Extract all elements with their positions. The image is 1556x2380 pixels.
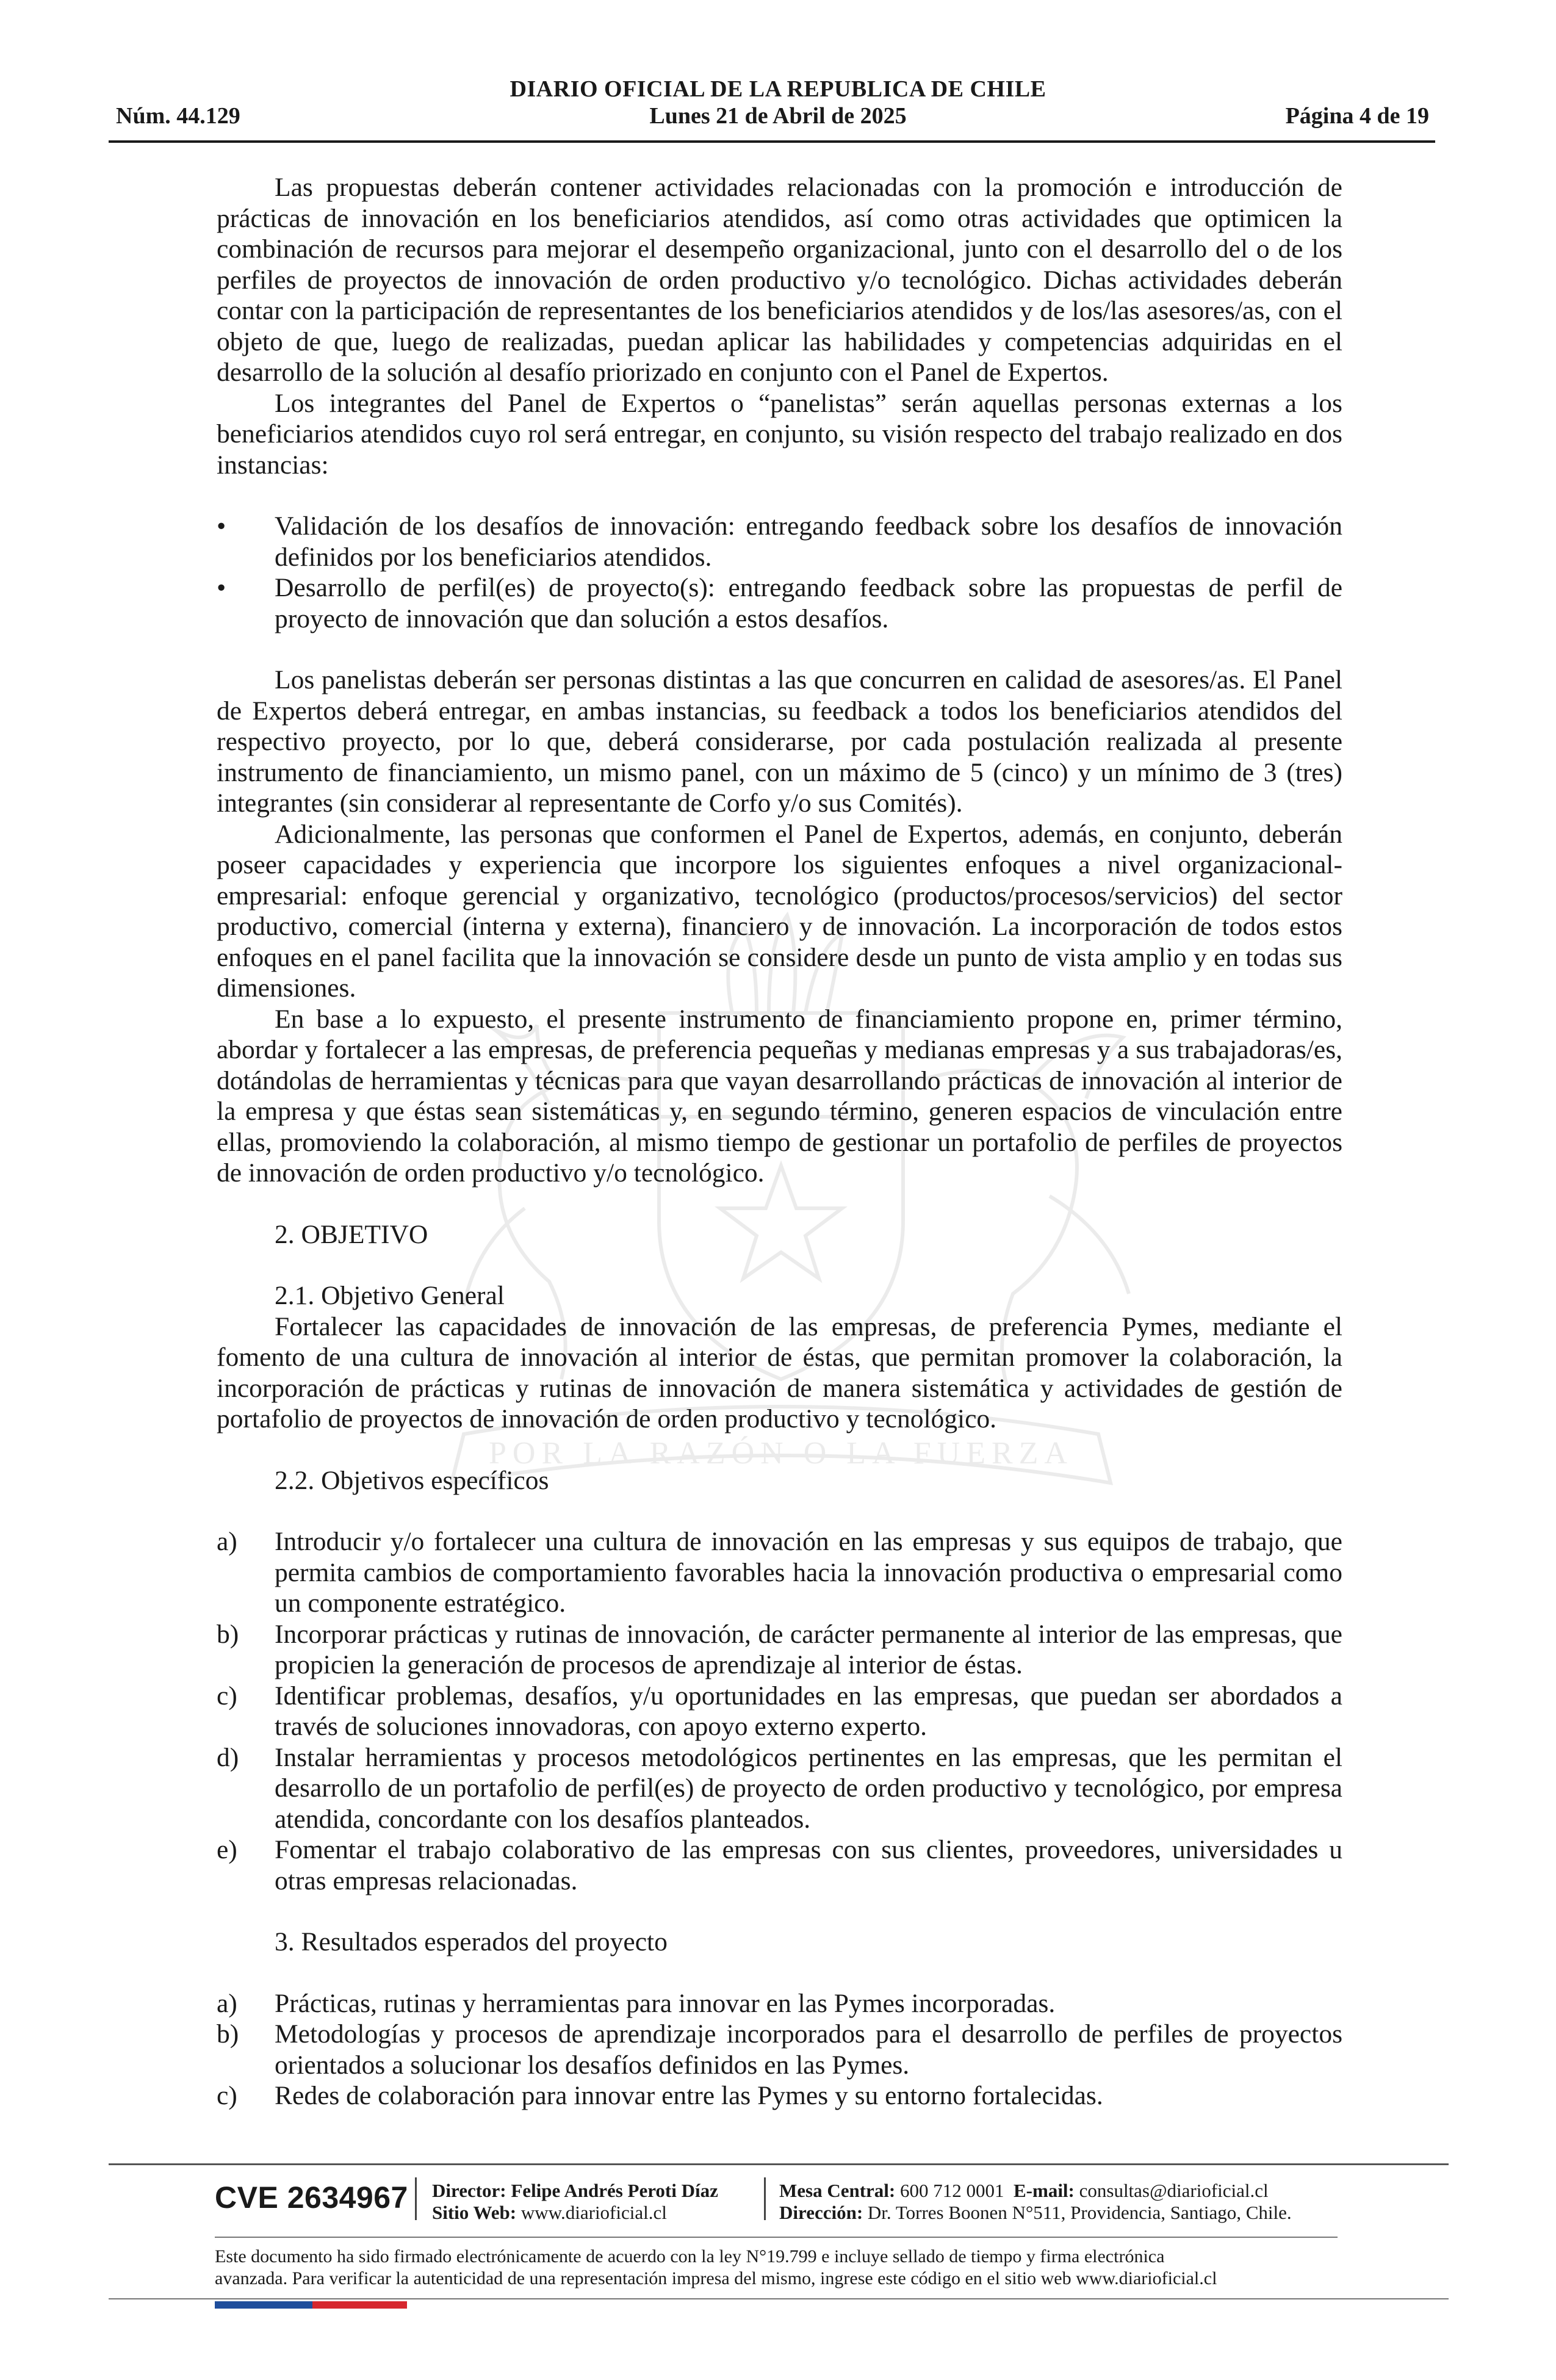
list-marker: a): [217, 1988, 237, 2018]
legal-line-2: avanzada. Para verificar la autenticidad de una representación impresa del mismo, ingrese este código en el sitio web www.diarioficial.cl: [215, 2268, 1217, 2288]
list-marker: b): [217, 1619, 239, 1649]
legal-line-1: Este documento ha sido firmado electrónicamente de acuerdo con la ley N°19.799 e incluye sellado de tiempo y firma electrónica: [215, 2246, 1165, 2266]
list-item-text: Introducir y/o fortalecer una cultura de innovación en las empresas y sus equipos de trabajo, que permita cambios de comportamiento favorables hacia la innovación productiva o empresarial como un componente estratégico.: [275, 1527, 1342, 1618]
email-label: E-mail:: [1014, 2180, 1075, 2201]
mesa-central-label: Mesa Central:: [779, 2180, 896, 2201]
footer-legal-notice: [215, 2246, 1374, 2290]
paragraph-propuestas: Las propuestas deberán contener actividades relacionadas con la promoción e introducción de prácticas de innovación en los beneficiarios atendidos, así como otras actividades que optimicen la combinación de recursos para mejorar el desempeño organizacional, junto con el desarrollo del o de los perfiles de proyectos de innovación de orden productivo y/o tecnológico. Dichas actividades deberán contar con la participación de representantes de los beneficiarios atendidos y de los/las asesores/as, con el objeto de que, luego de realizadas, puedan aplicar las habilidades y competencias adquiridas en el desarrollo de la solución al desafío priorizado en conjunto con el Panel de Expertos.: [217, 173, 1342, 387]
header-divider: [109, 140, 1435, 143]
list-item: [217, 572, 1342, 634]
paragraph-panelistas: Los integrantes del Panel de Expertos o “panelistas” serán aquellas personas externas a los beneficiarios atendidos cuyo rol será entregar, en conjunto, su visión respecto del trabajo realizado en dos instancias:: [217, 388, 1342, 480]
list-item: [217, 511, 1342, 572]
mesa-central-phone: 600 712 0001: [900, 2180, 1004, 2201]
list-item: [217, 2019, 1342, 2080]
heading-objetivo: 2. OBJETIVO: [275, 1219, 428, 1249]
list-marker: a): [217, 1527, 237, 1556]
list-item: [217, 1988, 1342, 2019]
list-item-text: Redes de colaboración para innovar entre las Pymes y su entorno fortalecidas.: [275, 2081, 1103, 2110]
website-link[interactable]: www.diarioficial.cl: [520, 2202, 667, 2223]
list-item: [217, 1526, 1342, 1619]
issue-date: Lunes 21 de Abril de 2025: [649, 103, 907, 129]
director-name: Felipe Andrés Peroti Díaz: [511, 2180, 718, 2201]
footer-divider-top: [109, 2163, 1449, 2165]
footer-divider-bottom: [109, 2298, 1449, 2299]
email-link[interactable]: consultas@diarioficial.cl: [1079, 2180, 1269, 2201]
heading-resultados-esperados: 3. Resultados esperados del proyecto: [275, 1927, 668, 1956]
heading-objetivo-general: 2.1. Objetivo General: [275, 1281, 505, 1310]
bullet-marker: •: [217, 573, 226, 602]
heading-objetivos-especificos: 2.2. Objetivos específicos: [275, 1465, 549, 1495]
list-marker: c): [217, 1681, 237, 1711]
paragraph-panel-composition: Los panelistas deberán ser personas distintas a las que concurren en calidad de asesores/as. El Panel de Expertos deberá entregar, en ambas instancias, su feedback a todos los beneficiarios atendidos del respectivo proyecto, por lo que, deberá considerarse, por cada postulación realizada al presente instrumento de financiamiento, un mismo panel, con un máximo de 5 (cinco) y un mínimo de 3 (tres) integrantes (sin considerar al representante de Corfo y/o sus Comités).: [217, 665, 1342, 818]
website-label: Sitio Web:: [432, 2202, 517, 2223]
flag-stripe-blue: [215, 2301, 312, 2309]
watermark-motto: POR LA RAZÓN O LA FUERZA: [489, 1436, 1073, 1471]
footer-contact-block: [779, 2180, 1292, 2224]
list-item: [217, 1681, 1342, 1742]
list-item-text: Metodologías y procesos de aprendizaje incorporados para el desarrollo de perfiles de proyectos orientados a solucionar los desafíos definidos en las Pymes.: [275, 2019, 1342, 2080]
list-marker: b): [217, 2019, 239, 2049]
address-value: Dr. Torres Boonen N°511, Providencia, Santiago, Chile.: [867, 2202, 1292, 2223]
document-body: [217, 172, 1342, 2111]
list-item: [217, 1834, 1342, 1896]
list-marker: e): [217, 1835, 237, 1864]
list-item-text: Instalar herramientas y procesos metodológicos pertinentes en las empresas, que les permitan el desarrollo de un portafolio de perfil(es) de proyecto de orden productivo y tecnológico, por empresa atendida, concordante con los desafíos planteados.: [275, 1742, 1342, 1834]
list-item-text: Incorporar prácticas y rutinas de innovación, de carácter permanente al interior de las empresas, que propicien la generación de procesos de aprendizaje al interior de éstas.: [275, 1619, 1342, 1679]
bullet-marker: •: [217, 511, 226, 541]
list-item-text: Fomentar el trabajo colaborativo de las empresas con sus clientes, proveedores, universidades u otras empresas relacionadas.: [275, 1835, 1342, 1895]
list-item-text: Prácticas, rutinas y herramientas para innovar en las Pymes incorporadas.: [275, 1988, 1056, 2018]
paragraph-panel-capacities: Adicionalmente, las personas que conformen el Panel de Expertos, además, en conjunto, deberán poseer capacidades y experiencia que incorpore los siguientes enfoques a nivel organizacional-empresarial: enfoque gerencial y organizativo, tecnológico (productos/procesos/servicios) del sector productivo, comercial (interna y externa), financiero y de innovación. La incorporación de todos estos enfoques en el panel facilita que la innovación se considere desde un punto de vista amplio y en todas sus dimensiones.: [217, 819, 1342, 1003]
footer-director-block: [432, 2180, 718, 2224]
list-item-text: Validación de los desafíos de innovación: entregando feedback sobre los desafíos de innovación definidos por los beneficiarios atendidos.: [275, 511, 1342, 572]
list-item: [217, 1742, 1342, 1835]
footer-separator: [415, 2177, 417, 2220]
cve-code: CVE 2634967: [215, 2180, 408, 2215]
flag-stripe-red: [312, 2301, 407, 2309]
list-item-text: Desarrollo de perfil(es) de proyecto(s): entregando feedback sobre las propuestas de perfil de proyecto de innovación que dan solución a estos desafíos.: [275, 573, 1342, 633]
paragraph-objetivo-general: Fortalecer las capacidades de innovación de las empresas, de preferencia Pymes, mediante el fomento de una cultura de innovación al interior de éstas, que permitan promover la colaboración, la incorporación de prácticas y rutinas de innovación de manera sistemática y actividades de gestión de portafolio de proyectos de innovación de orden productivo y tecnológico.: [217, 1311, 1342, 1433]
list-item: [217, 1619, 1342, 1681]
footer-separator: [764, 2177, 766, 2220]
list-marker: c): [217, 2081, 237, 2110]
issue-number: Núm. 44.129: [116, 103, 240, 129]
page-indicator: Página 4 de 19: [1285, 103, 1429, 129]
publication-title: DIARIO OFICIAL DE LA REPUBLICA DE CHILE: [510, 76, 1046, 102]
list-item: [217, 2080, 1342, 2111]
footer-divider-mid: [215, 2237, 1338, 2238]
address-label: Dirección:: [779, 2202, 863, 2223]
paragraph-instrument-proposal: En base a lo expuesto, el presente instrumento de financiamiento propone en, primer término, abordar y fortalecer a las empresas, de preferencia pequeñas y medianas empresas y a sus trabajadoras/es, dotándolas de herramientas y técnicas para que vayan desarrollando prácticas de innovación al interior de la empresa y que éstas sean sistemáticas y, en segundo término, generen espacios de vinculación entre ellas, promoviendo la colaboración, al mismo tiempo de gestionar un portafolio de perfiles de proyectos de innovación de orden productivo y/o tecnológico.: [217, 1004, 1342, 1188]
director-label: Director:: [432, 2180, 506, 2201]
list-marker: d): [217, 1742, 239, 1772]
list-item-text: Identificar problemas, desafíos, y/u oportunidades en las empresas, que puedan ser abordados a través de soluciones innovadoras, con apoyo externo experto.: [275, 1681, 1342, 1741]
